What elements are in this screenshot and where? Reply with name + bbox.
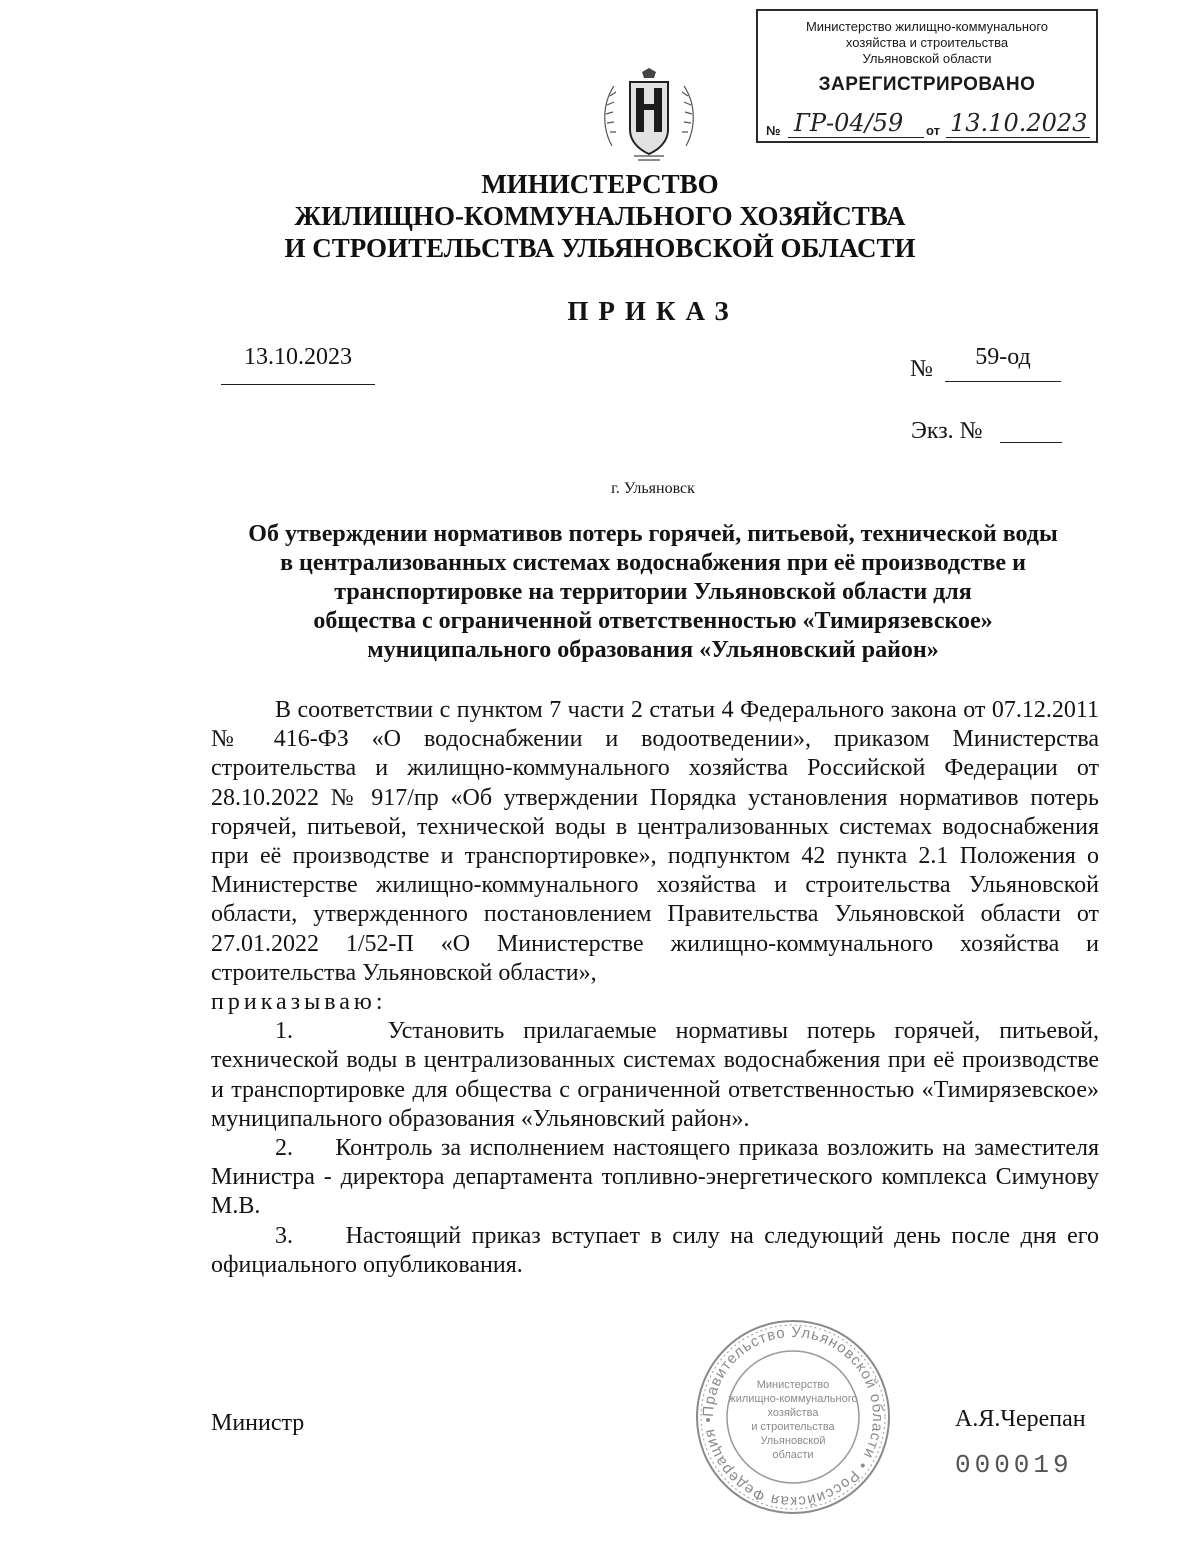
heading-line-2: в централизованных системах водоснабжения при её производстве и [280,550,1026,576]
ulyanovsk-coat-of-arms-icon [598,68,700,164]
registration-stamp [756,9,1098,143]
document-type: ПРИКАЗ [567,296,739,326]
signer-position: Министр [211,1410,305,1436]
reg-stamp-date-label: от [926,123,940,138]
heading-line-5: муниципального образования «Ульяновский район» [367,637,939,663]
seal-center-line-6: области [772,1449,814,1461]
order-item-text: Установить прилагаемые нормативы потерь горячей, питьевой, технической воды в централизованных системах водоснабжения при её производстве и транспортировке для общества с ограниченной ответственностью «Тимирязевское» муниципального образования «Ульяновский район». [211,1018,1099,1132]
order-item-number: 1. [275,1018,293,1045]
order-word: приказываю: [211,989,387,1016]
order-item-3 [211,1222,1099,1280]
order-item-number: 2. [275,1135,293,1162]
reg-stamp-date-value: 13.10.2023 [946,109,1090,138]
reg-stamp-ministry-line-2: хозяйства и строительства [845,35,1009,50]
order-number-underline [945,381,1061,382]
official-seal [694,1318,892,1516]
seal-center-line-4: и строительства [751,1421,835,1433]
reg-stamp-ministry-line-3: Ульяновской области [862,51,992,66]
order-date: 13.10.2023 [244,344,352,370]
ministry-name [0,168,1200,264]
copy-number-label: Экз. № [911,418,983,444]
order-item-1 [211,1017,1099,1134]
seal-center-line-3: хозяйства [767,1407,819,1419]
city: г. Ульяновск [611,480,695,497]
reg-stamp-ministry-line-1: Министерство жилищно-коммунального [805,19,1049,34]
preamble-text: В соответствии с пунктом 7 части 2 статьи 4 Федерального закона от 07.12.2011 № 416-ФЗ «О водоснабжении и водоотведении», приказом Министерства строительства и жилищно-коммунального хозяйства Российской Федерации от 28.10.2022 № 917/пр «Об утверждении Порядка установления нормативов потерь горячей, питьевой, технической воды в централизованных системах водоснабжения при её производстве и транспортировке», подпунктом 42 пункта 2.1 Положения о Министерстве жилищно-коммунального хозяйства и строительства Ульяновской области, утвержденного постановлением Правительства Ульяновской области от 27.01.2022 1/52-П «О Министерстве жилищно-коммунального хозяйства и строительства Ульяновской области», [211,697,1099,986]
seal-center-line-5: Ульяновской [760,1435,826,1447]
signer-name: А.Я.Черепан [955,1406,1086,1432]
reg-stamp-number-row [766,109,1092,139]
order-item-text: Настоящий приказ вступает в силу на следующий день после дня его официального опубликования. [211,1222,1099,1278]
seal-center-line-1: Министерство [756,1379,830,1391]
copy-number-underline [1000,442,1062,443]
ministry-name-line-3: И СТРОИТЕЛЬСТВА УЛЬЯНОВСКОЙ ОБЛАСТИ [284,233,916,263]
order-word-paragraph [211,988,1099,1017]
order-item-number: 3. [275,1222,293,1249]
order-body [211,696,1099,1280]
order-item-text: Контроль за исполнением настоящего приказа возложить на заместителя Министра - директора департамента топливно-энергетического комплекса Симунову М.В. [211,1135,1100,1220]
seal-center-line-2: жилищно-коммунального [728,1393,858,1405]
reg-stamp-number-label: № [766,123,781,138]
ministry-name-line-1: МИНИСТЕРСТВО [481,169,719,199]
order-number: 59-од [975,344,1031,370]
order-date-underline [221,384,375,385]
copy-serial-number: 000019 [955,1450,1073,1480]
order-item-2 [211,1134,1099,1222]
heading-line-1: Об утверждении нормативов потерь горячей, питьевой, технической воды [248,521,1058,547]
ministry-name-line-2: ЖИЛИЩНО-КОММУНАЛЬНОГО ХОЗЯЙСТВА [294,201,906,231]
preamble [211,696,1099,988]
reg-stamp-status: ЗАРЕГИСТРИРОВАНО [818,74,1036,95]
heading-line-3: транспортировке на территории Ульяновской области для [334,579,972,605]
order-number-label: № [910,356,933,382]
reg-stamp-number-value: ГР-04/59 [788,109,924,138]
seal-ring-text: Правительство Ульяновской области • Российская Федерация • [699,1323,887,1511]
heading-line-4: общества с ограниченной ответственностью «Тимирязевское» [313,608,993,634]
order-heading [200,520,1106,665]
